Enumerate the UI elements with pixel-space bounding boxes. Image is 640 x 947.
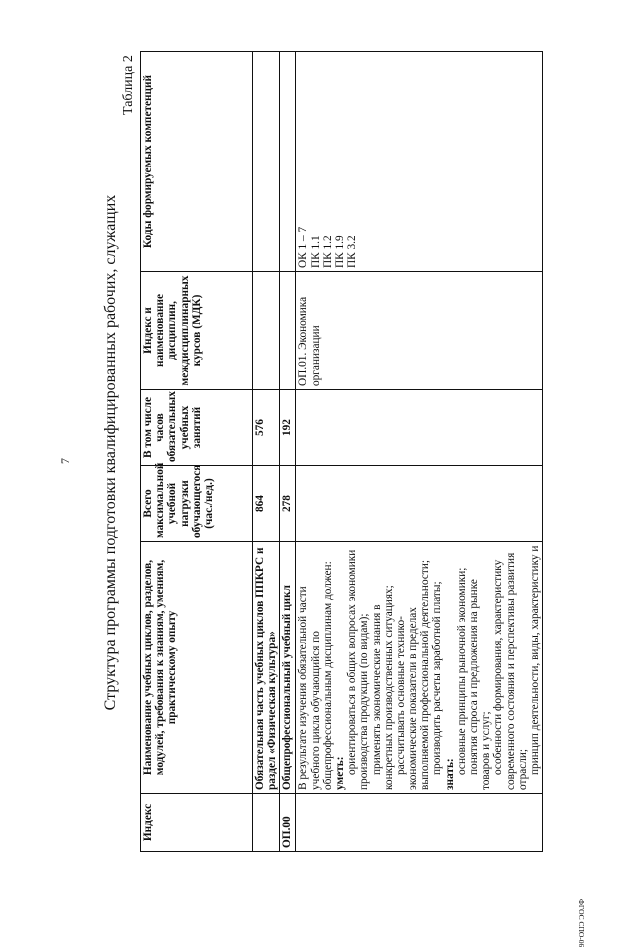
table-row-detail <box>296 52 543 852</box>
header-competencies: Коды формируемых компетенций <box>141 52 253 272</box>
umet-item: производить расчеты заработной платы; <box>431 581 444 775</box>
document-title: Структура программы подготовки квалифицированных рабочих, служащих <box>102 194 119 711</box>
detail-discipline: ОП.01. Экономика организации <box>296 272 543 390</box>
row-index: ОП.00 <box>280 794 296 852</box>
umet-label: уметь: <box>333 756 346 790</box>
row-total-hours: 278 <box>280 466 296 542</box>
row-name: Общепрофессиональный учебный цикл <box>280 542 296 794</box>
row-total-hours: 864 <box>253 466 280 542</box>
table-label: Таблица 2 <box>121 55 136 115</box>
row-index <box>253 794 280 852</box>
curriculum-structure-table <box>140 51 543 852</box>
row-competencies <box>253 52 280 272</box>
header-name: Наименование учебных циклов, разделов, модулей, требования к знаниям, умениям, практическому опыту <box>141 542 253 794</box>
competency-code: ПК 3.2 <box>346 235 359 268</box>
competency-code: ПК 1.2 <box>321 235 334 268</box>
umet-item: рассчитывать основные технико-экономические показатели в пределах выполняемой профессиональной деятельности; <box>394 559 432 790</box>
requirements-intro: В результате изучения обязательной части учебного цикла обучающийся по общепрофессиональным дисциплинам должен: <box>297 561 334 790</box>
row-competencies <box>280 52 296 272</box>
row-discipline <box>253 272 280 390</box>
detail-class-hours <box>296 390 543 466</box>
header-class-hours: В том числе часов обязательных учебных занятий <box>141 390 253 466</box>
znat-item: особенности формирования, характеристику современного состояния и перспективы развития отрасли; <box>492 552 529 790</box>
competency-code: ПК 1.9 <box>333 235 346 268</box>
detail-index <box>296 794 543 852</box>
table-row <box>253 52 280 852</box>
competency-code: ПК 1.1 <box>309 235 322 268</box>
row-class-hours: 192 <box>280 390 296 466</box>
header-index: Индекс <box>141 794 253 852</box>
competency-code: ОК 1 – 7 <box>297 226 310 268</box>
header-discipline: Индекс и наименование дисциплин, междисциплинарных курсов (МДК) <box>141 272 253 390</box>
requirements-cell <box>296 542 543 794</box>
table-header-row <box>141 52 253 852</box>
znat-label: знать: <box>443 758 456 790</box>
document-code: ФГОС СПО-06 <box>577 899 586 947</box>
table-row <box>280 52 296 852</box>
detail-competencies <box>296 52 543 272</box>
header-total-hours: Всего максимальной учебной нагрузки обучающегося (час./нед.) <box>141 466 253 542</box>
row-discipline <box>280 272 296 390</box>
page-number: 7 <box>58 458 72 464</box>
row-name: Обязательная часть учебных циклов ППКРС и раздел «Физическая культура» <box>253 542 280 794</box>
row-class-hours: 576 <box>253 390 280 466</box>
znat-item: принцип деятельности, виды, характеристику и <box>528 545 541 775</box>
znat-item: основные принципы рыночной экономики; <box>455 567 468 775</box>
umet-item: применять экономические знания в конкретных производственных ситуациях; <box>370 585 395 790</box>
umet-item: ориентироваться в общих вопросах экономики производства продукции (по видам); <box>346 549 371 790</box>
detail-total-hours <box>296 466 543 542</box>
znat-item: понятия спроса и предложения на рынке товаров и услуг; <box>468 579 493 790</box>
